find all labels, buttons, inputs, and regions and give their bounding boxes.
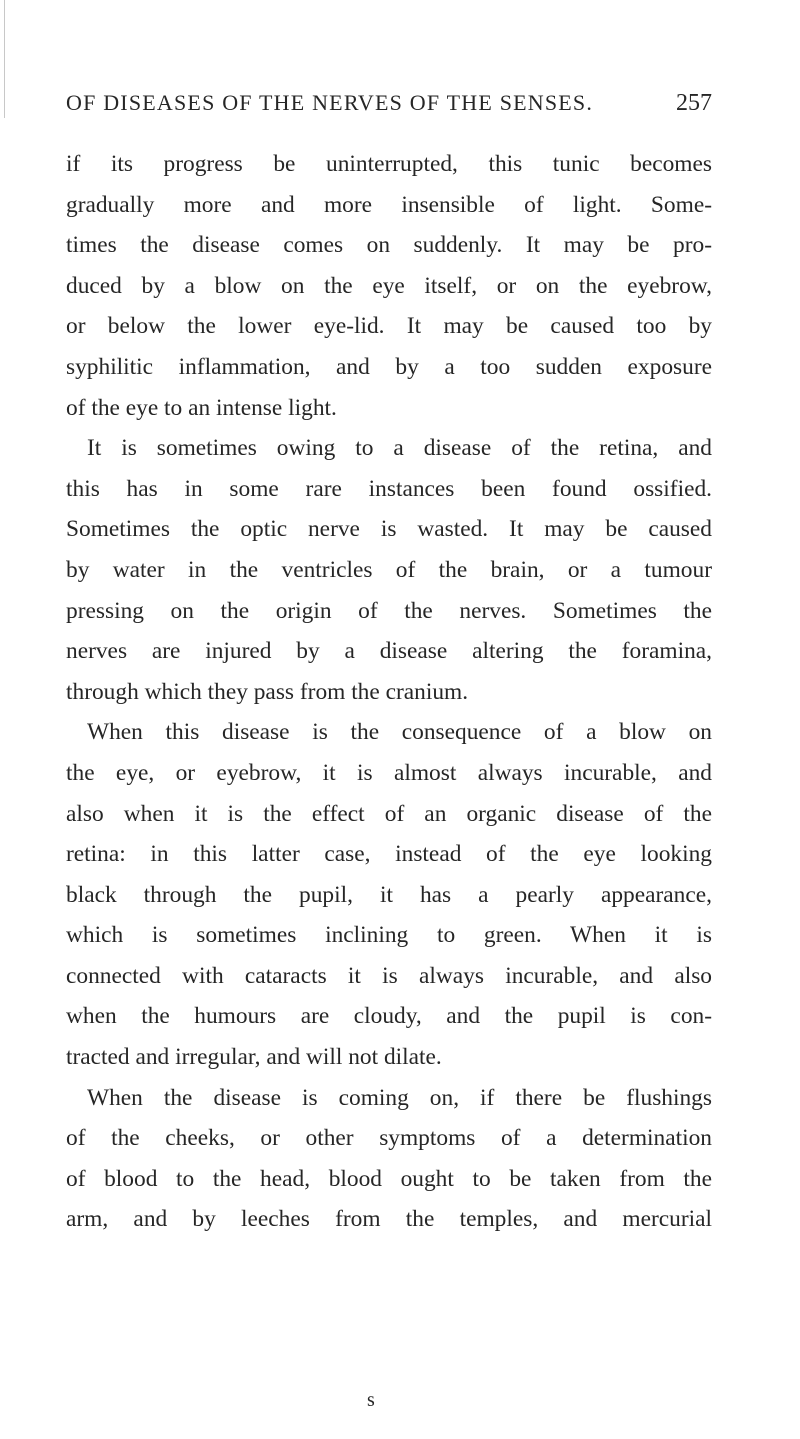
text-line: nerves are injured by a disease altering the foramina, [66, 638, 712, 665]
text-line: It is sometimes owing to a disease of the retina, and [87, 435, 712, 462]
text-line: also when it is the effect of an organic disease of the [66, 800, 712, 827]
text-line: Sometimes the optic nerve is wasted. It may be caused [66, 516, 712, 543]
text-line: tracted and irregular, and will not dilate. [66, 1044, 442, 1071]
body-text [66, 144, 712, 1240]
text-line: When this disease is the consequence of a blow on [87, 719, 712, 746]
text-line: gradually more and more insensible of light. Some- [66, 191, 712, 218]
text-line: syphilitic inflammation, and by a too sudden exposure [66, 353, 712, 380]
text-line: connected with cataracts it is always incurable, and also [66, 962, 712, 989]
text-line: this has in some rare instances been found ossified. [66, 475, 712, 502]
text-line: the eye, or eyebrow, it is almost always incurable, and [66, 759, 712, 786]
text-line: of the cheeks, or other symptoms of a determination [66, 1125, 712, 1152]
text-line: arm, and by leeches from the temples, and mercurial [66, 1206, 712, 1233]
text-line: by water in the ventricles of the brain, or a tumour [66, 556, 712, 583]
text-line: or below the lower eye-lid. It may be caused too by [66, 313, 712, 340]
running-title: OF DISEASES OF THE NERVES OF THE SENSES. [66, 90, 594, 115]
page-edge-line [4, 0, 5, 118]
text-line: if its progress be uninterrupted, this tunic becomes [66, 151, 712, 177]
text-line: of blood to the head, blood ought to be taken from the [66, 1165, 712, 1192]
text-line: duced by a blow on the eye itself, or on the eyebrow, [66, 272, 712, 299]
text-line: black through the pupil, it has a pearly appearance, [66, 881, 712, 908]
signature-mark: s [367, 1389, 375, 1411]
text-line: when the humours are cloudy, and the pupil is con- [66, 1003, 712, 1030]
page-number: 257 [676, 90, 712, 116]
text-line: through which they pass from the cranium. [66, 678, 469, 705]
text-line: of the eye to an intense light. [66, 394, 337, 421]
text-line: When the disease is coming on, if there be flushings [87, 1084, 712, 1111]
text-line: which is sometimes inclining to green. When it is [66, 922, 712, 949]
page-header [66, 88, 712, 124]
text-line: retina: in this latter case, instead of the eye looking [66, 841, 712, 868]
text-line: times the disease comes on suddenly. It may be pro- [66, 232, 712, 259]
text-line: pressing on the origin of the nerves. Sometimes the [66, 597, 712, 624]
